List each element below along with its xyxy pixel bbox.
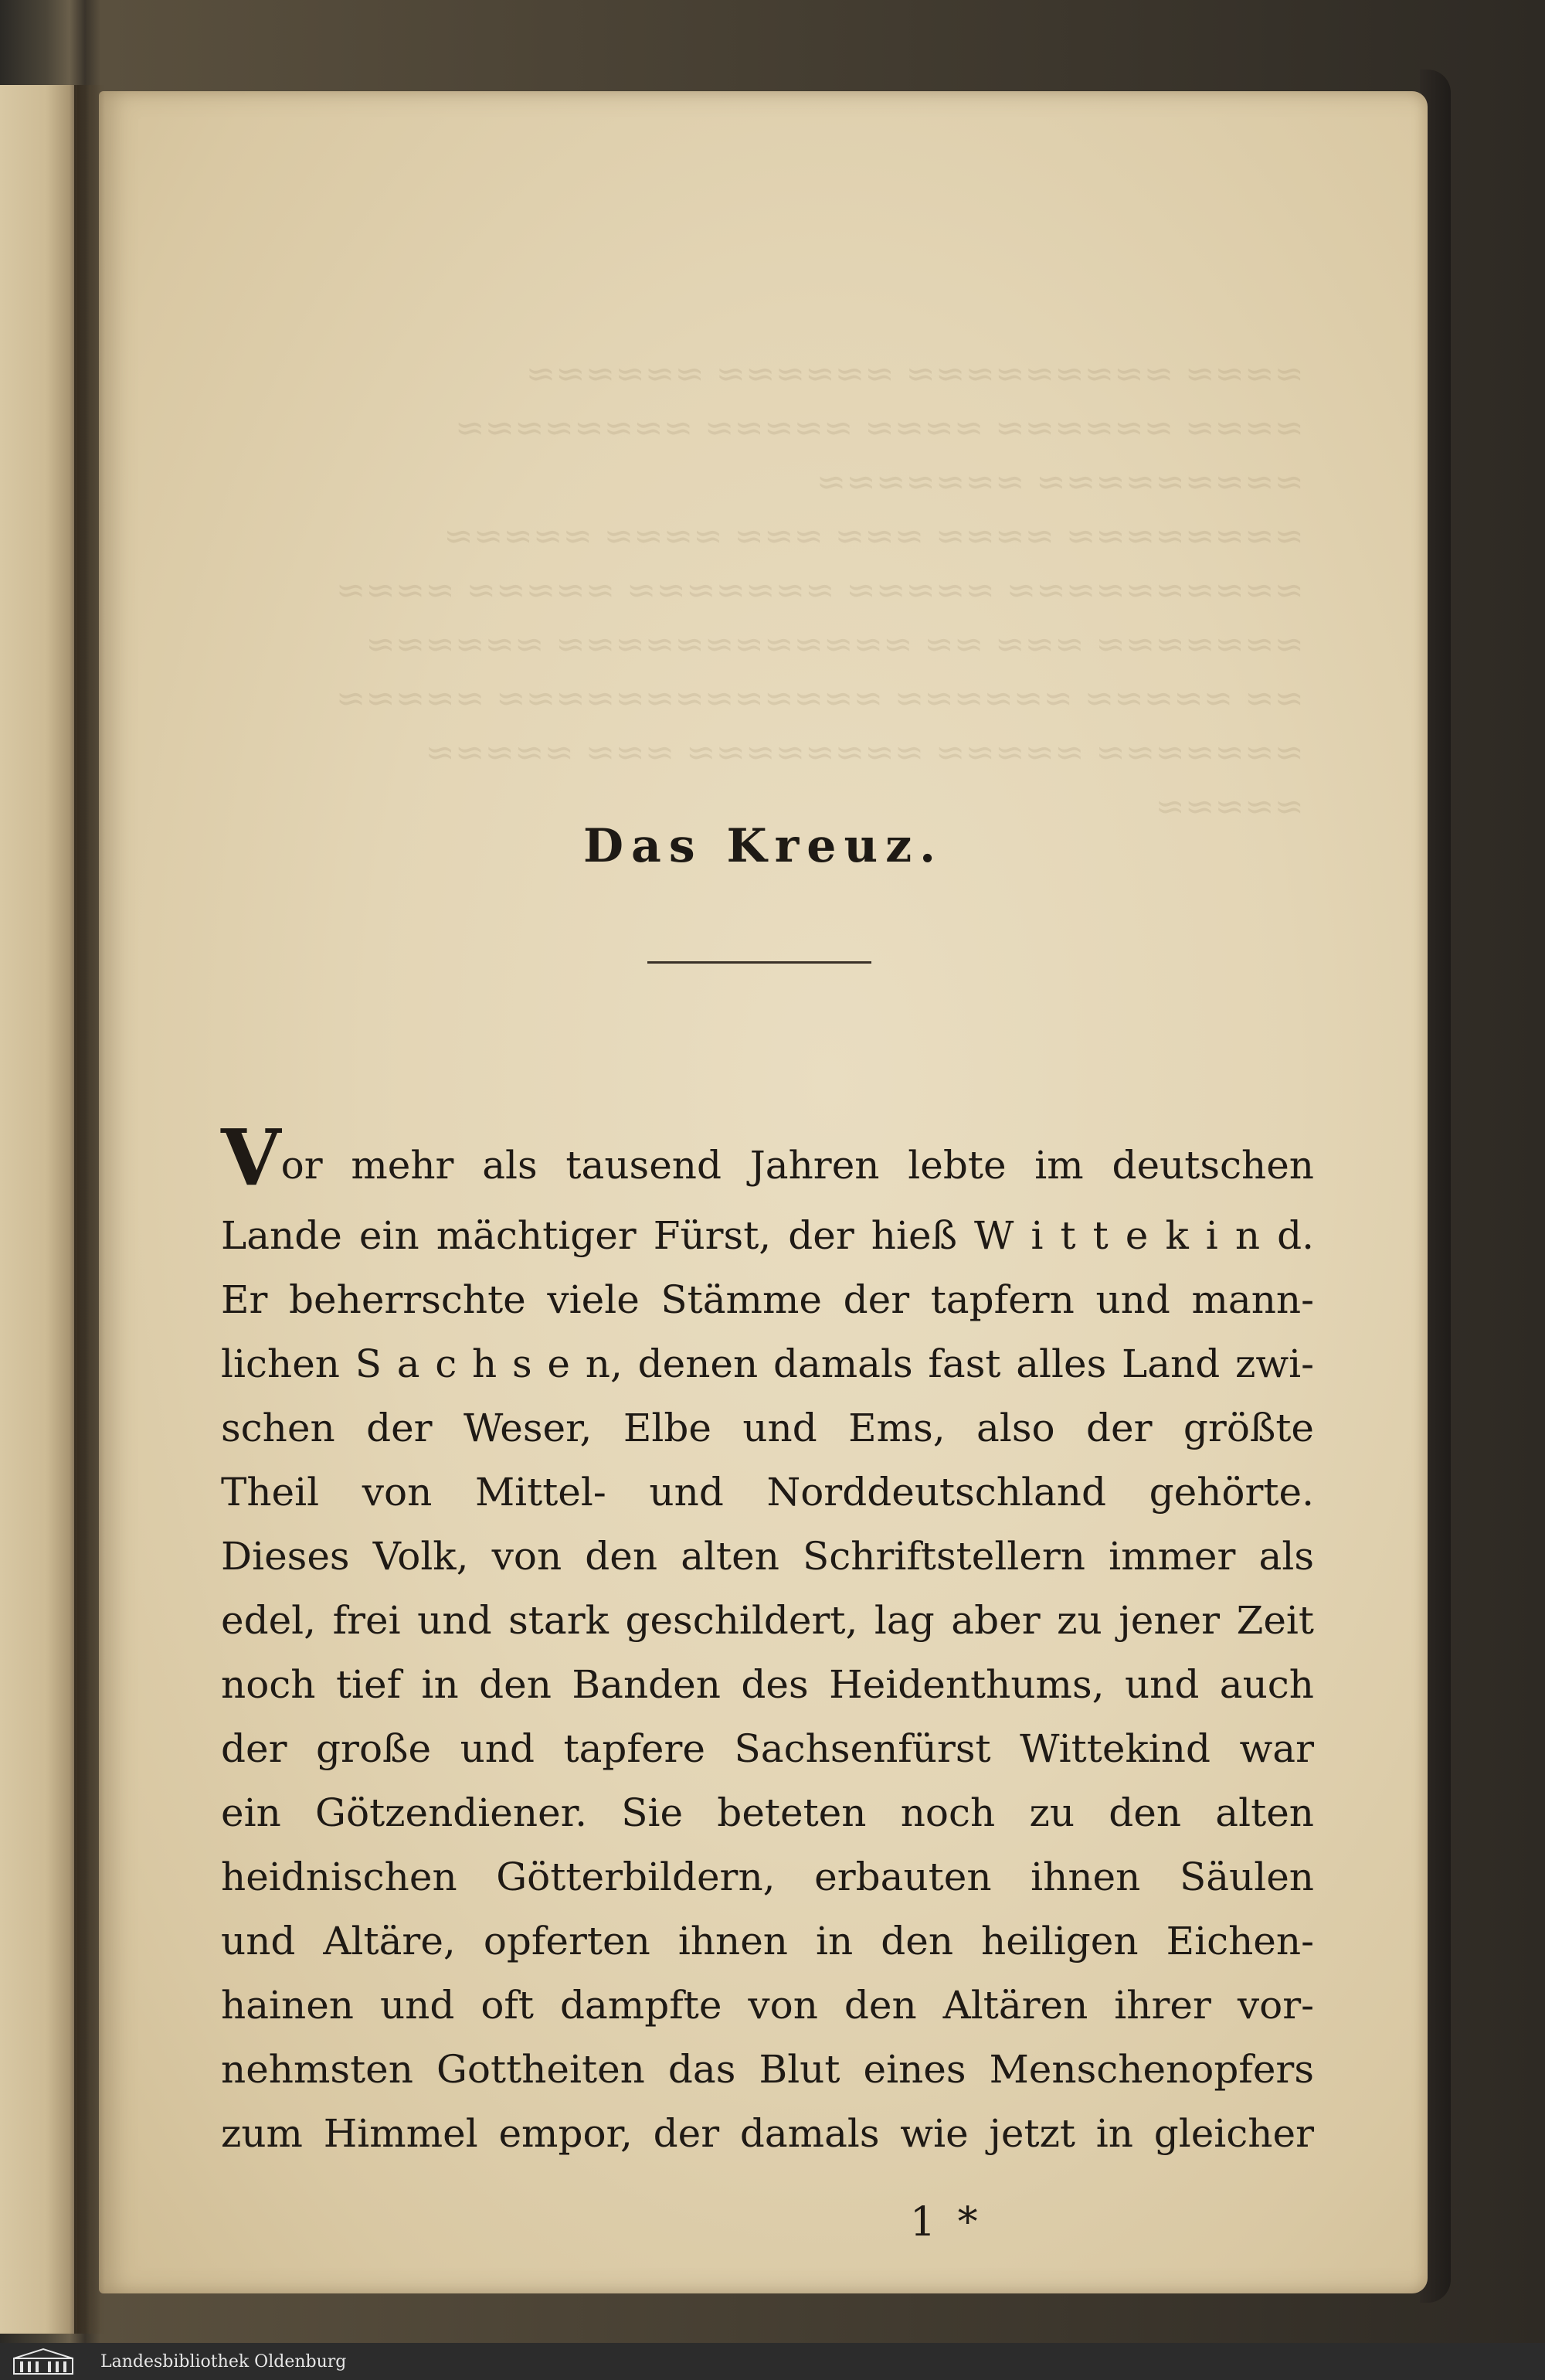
book-page	[99, 91, 1428, 2293]
text-line: ein Götzendiener. Sie beteten noch zu den alten	[221, 1790, 1314, 1835]
text-line: lichen S a c h s e n, denen damals fast alles Land zwi-	[221, 1341, 1314, 1386]
text-line: Lande ein mächtiger Fürst, der hieß W i t t e k i n d.	[221, 1213, 1314, 1258]
text-line: edel, frei und stark geschildert, lag aber zu jener Zeit	[221, 1598, 1314, 1643]
page-number: 1 *	[910, 2199, 983, 2246]
bleed-through-texture: ≈≈≈≈ ≈≈≈≈≈≈≈≈≈ ≈≈≈≈≈≈ ≈≈≈≈≈≈ ≈≈≈≈ ≈≈≈≈≈≈ ≈≈≈≈ ≈≈≈≈≈ ≈≈≈≈≈≈≈≈ ≈≈≈≈≈≈≈≈≈ ≈≈≈≈≈≈≈ ≈≈≈≈≈≈≈≈ ≈≈≈≈ ≈≈≈ ≈≈≈ ≈≈≈≈ ≈≈≈≈≈ ≈≈≈≈≈≈≈≈≈≈ ≈≈≈≈≈ ≈≈≈≈≈≈≈ ≈≈≈≈≈ ≈≈≈≈ ≈≈≈≈≈≈≈ ≈≈≈ ≈≈ ≈≈≈≈≈≈≈≈≈≈≈≈ ≈≈≈≈≈≈ ≈≈ ≈≈≈≈≈ ≈≈≈≈≈≈ ≈≈≈≈≈≈≈≈≈≈≈≈≈ ≈≈≈≈≈ ≈≈≈≈≈≈≈ ≈≈≈≈≈ ≈≈≈≈≈≈≈≈ ≈≈≈ ≈≈≈≈≈ ≈≈≈≈≈	[335, 352, 1304, 827]
body-text	[221, 1112, 1314, 2166]
text-line: zum Himmel empor, der damals wie jetzt in gleicher	[221, 2111, 1314, 2156]
text-line: und Altäre, opferten ihnen in den heiligen Eichen-	[221, 1919, 1314, 1964]
text-line: der große und tapfere Sachsenfürst Wittekind war	[221, 1726, 1314, 1771]
text-line: Er beherrschte viele Stämme der tapfern und mann-	[221, 1277, 1314, 1322]
text-line: noch tief in den Banden des Heidenthums, und auch	[221, 1662, 1314, 1707]
title-divider-rule	[647, 961, 871, 964]
library-building-icon	[12, 2348, 74, 2375]
gutter-shadow	[74, 85, 105, 2334]
text-line: heidnischen Götterbildern, erbauten ihnen Säulen	[221, 1855, 1314, 1899]
text-line: nehmsten Gottheiten das Blut eines Menschenopfers	[221, 2047, 1314, 2092]
text-line: Dieses Volk, von den alten Schriftstellern immer als	[221, 1534, 1314, 1579]
left-facing-page-edge	[0, 85, 77, 2334]
text-line: schen der Weser, Elbe und Ems, also der größte	[221, 1406, 1314, 1450]
drop-cap: V	[221, 1112, 281, 1203]
text-line: Theil von Mittel- und Norddeutschland gehörte.	[221, 1470, 1314, 1515]
chapter-title: Das Kreuz.	[582, 819, 944, 873]
text-line: Vor mehr als tausend Jahren lebte im deutschen	[221, 1112, 1314, 1203]
library-name: Landesbibliothek Oldenburg	[100, 2352, 347, 2372]
text-line: hainen und oft dampfte von den Altären ihrer vor-	[221, 1983, 1314, 2028]
